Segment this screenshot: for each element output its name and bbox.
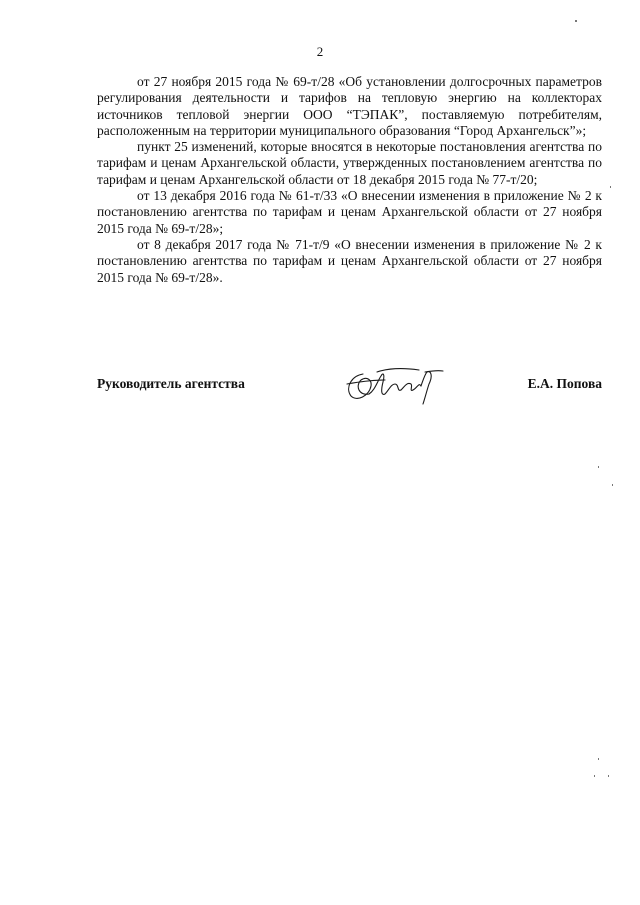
scan-speck bbox=[598, 758, 599, 760]
paragraph-resolution-61: от 13 декабря 2016 года № 61-т/33 «О внесении изменения в приложение № 2 к постановлению агентства по тарифам и ценам Архангельской области от 27 ноября 2015 года № 69-т/28»; bbox=[97, 188, 602, 236]
scan-speck bbox=[608, 775, 609, 777]
document-body bbox=[97, 74, 602, 286]
signer-title: Руководитель агентства bbox=[97, 376, 245, 391]
signature-block bbox=[97, 368, 602, 408]
paragraph-item-25: пункт 25 изменений, которые вносятся в некоторые постановления агентства по тарифам и ценам Архангельской области, утвержденных постановлением агентства по тарифам и ценам Архангельской области от 18 декабря 2015 года № 77-т/20; bbox=[97, 139, 602, 187]
scan-speck bbox=[594, 775, 595, 777]
signature-icon bbox=[341, 360, 451, 406]
scan-speck bbox=[612, 484, 613, 486]
scan-speck bbox=[610, 186, 611, 188]
paragraph-resolution-71: от 8 декабря 2017 года № 71-т/9 «О внесении изменения в приложение № 2 к постановлению агентства по тарифам и ценам Архангельской области от 27 ноября 2015 года № 69-т/28». bbox=[97, 236, 602, 285]
signer-name: Е.А. Попова bbox=[527, 376, 602, 391]
scan-speck bbox=[575, 20, 577, 22]
paragraph-resolution-69: от 27 ноября 2015 года № 69-т/28 «Об установлении долгосрочных параметров регулирования деятельности и тарифов на тепловую энергию на коллекторах источников тепловой энергии ООО “ТЭПАК”, поставляемую потребителям, расположенным на территории муниципального образования “Город Архангельск”»; bbox=[97, 74, 602, 138]
scan-speck bbox=[598, 466, 599, 468]
page-number: 2 bbox=[316, 44, 324, 59]
